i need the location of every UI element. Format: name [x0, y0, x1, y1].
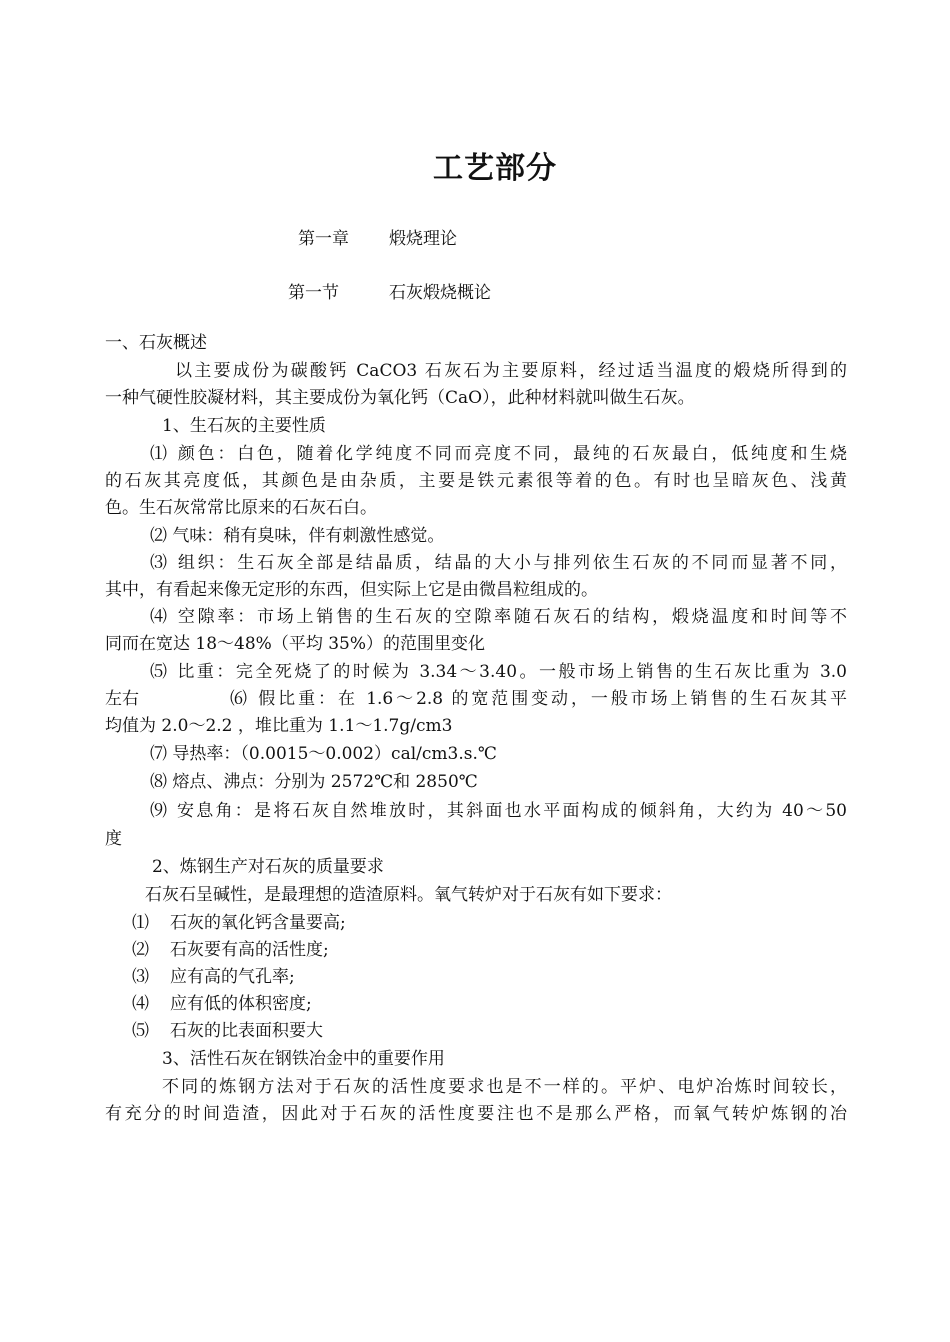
requirement-number: ⑴: [132, 913, 149, 933]
requirement-item: [132, 1019, 323, 1043]
chapter-heading: [298, 224, 457, 249]
sub3-heading: 3、活性石灰在钢铁冶金中的重要作用: [162, 1049, 445, 1069]
prop3-line-2: 其中，有看起来像无定形的东西，但实际上它是由微昌粒组成的。: [105, 580, 598, 600]
requirement-number: ⑶: [132, 967, 149, 987]
chapter-name: 煅烧理论: [389, 229, 457, 249]
prop1-line-3: 色。生石灰常常比原来的石灰石白。: [105, 498, 377, 518]
prop9-line-1: ⑼ 安息角：是将石灰自然堆放时，其斜面也水平面构成的倾斜角，大约为 40～50: [150, 801, 847, 821]
section-name: 石灰煅烧概论: [389, 283, 491, 303]
sub3-line-1: 不同的炼钢方法对于石灰的活性度要求也是不一样的。平炉、电炉冶炼时间较长，: [162, 1077, 847, 1097]
section-heading: [288, 278, 491, 303]
chapter-number: 第一章: [298, 229, 349, 249]
requirement-item: [132, 938, 329, 962]
prop2-line: ⑵ 气味：稍有臭味，伴有刺激性感觉。: [150, 526, 445, 546]
sub2-intro: 石灰石呈碱性，是最理想的造渣原料。氧气转炉对于石灰有如下要求：: [145, 885, 672, 905]
intro-line-2: 一种气硬性胶凝材料，其主要成份为氧化钙（CaO），此种材料就叫做生石灰。: [105, 388, 695, 408]
sub2-heading: 2、炼钢生产对石灰的质量要求: [152, 857, 384, 877]
requirement-text: 石灰的氧化钙含量要高;: [170, 913, 346, 933]
prop3-line-1: ⑶ 组织：生石灰全部是结晶质，结晶的大小与排列依生石灰的不同而显著不同，: [150, 553, 847, 573]
document-title: 工艺部分: [433, 151, 557, 186]
requirement-number: ⑸: [132, 1021, 149, 1041]
prop5-line-1: ⑸ 比重：完全死烧了的时候为 3.34～3.40。一般市场上销售的生石灰比重为 3.0: [150, 662, 847, 682]
requirement-item: [132, 965, 295, 989]
prop6-line-2: 均值为 2.0～2.2 ，堆比重为 1.1～1.7g/cm3: [105, 716, 453, 736]
requirement-text: 应有低的体积密度;: [170, 994, 312, 1014]
prop4-line-2: 同而在宽达 18～48%（平均 35%）的范围里变化: [105, 634, 486, 654]
requirement-item: [132, 911, 346, 935]
prop1-line-2: 的石灰其亮度低，其颜色是由杂质，主要是铁元素很等着的色。有时也呈暗灰色、浅黄: [105, 471, 847, 491]
intro-line-1: 以主要成份为碳酸钙 CaCO3 石灰石为主要原料，经过适当温度的煅烧所得到的: [175, 361, 847, 381]
prop8-line: ⑻ 熔点、沸点：分别为 2572℃和 2850℃: [150, 772, 478, 792]
sub1-heading: 1、生石灰的主要性质: [162, 416, 326, 436]
requirement-number: ⑵: [132, 940, 149, 960]
prop7-line: ⑺ 导热率：（0.0015～0.002）cal/cm3.s.℃: [150, 744, 497, 764]
requirement-text: 石灰的比表面积要大: [170, 1021, 323, 1041]
prop5-line-2: 左右: [105, 689, 139, 709]
requirement-number: ⑷: [132, 994, 149, 1014]
sub3-line-2: 有充分的时间造渣，因此对于石灰的活性度要注也不是那么严格，而氧气转炉炼钢的冶: [105, 1104, 847, 1124]
prop6-line-1: ⑹ 假比重：在 1.6～2.8 的宽范围变动，一般市场上销售的生石灰其平: [230, 689, 847, 709]
prop9-line-2: 度: [105, 829, 122, 849]
prop4-line-1: ⑷ 空隙率：市场上销售的生石灰的空隙率随石灰石的结构，煅烧温度和时间等不: [150, 607, 847, 627]
section-number: 第一节: [288, 283, 339, 303]
prop1-line-1: ⑴ 颜色：白色，随着化学纯度不同而亮度不同，最纯的石灰最白，低纯度和生烧: [150, 444, 847, 464]
requirement-text: 石灰要有高的活性度;: [170, 940, 329, 960]
part1-heading: 一、石灰概述: [105, 333, 207, 353]
requirement-text: 应有高的气孔率;: [170, 967, 295, 987]
requirement-item: [132, 992, 312, 1016]
